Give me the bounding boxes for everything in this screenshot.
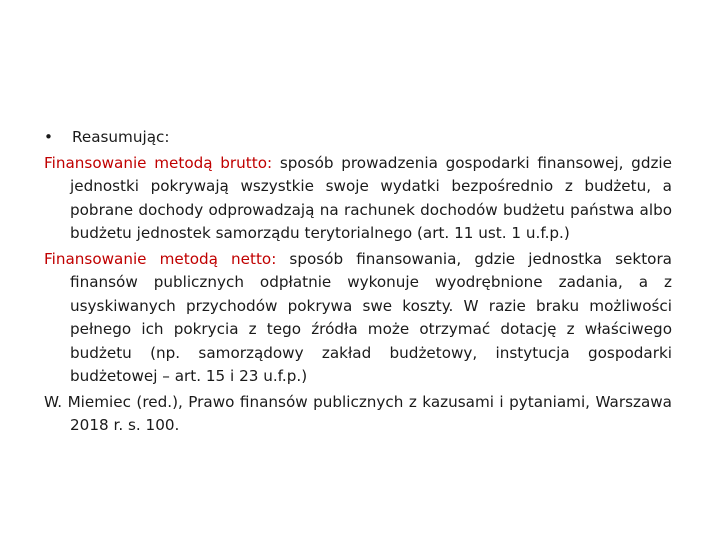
definition-net: [44, 248, 672, 389]
definition-net-text: sposób finansowania, gdzie jednostka sektora finansów publicznych odpłatnie wykonuje wyodrębnione zadania, a z usyskiwanych przychodów pokrywa swe koszty. W razie braku możliwości pełnego ich pokrycia z tego źródła może otrzymać dotację z właściwego budżetu (np. samorządowy zakład budżetowy, instytucja gospodarki budżetowej – art. 15 i 23 u.f.p.): [70, 249, 672, 385]
definition-net-term: Finansowanie metodą netto:: [44, 249, 277, 268]
definition-gross: [44, 152, 672, 246]
citation: W. Miemiec (red.), Prawo finansów publicznych z kazusami i pytaniami, Warszawa 2018 r. s. 100.: [44, 392, 672, 434]
definition-gross-text: sposób prowadzenia gospodarki finansowej, gdzie jednostki pokrywają wszystkie swoje wydatki bezpośrednio z budżetu, a pobrane dochody odprowadzają na rachunek dochodów budżetu państwa albo budżetu jednostek samorządu terytorialnego (art. 11 ust. 1 u.f.p.): [70, 153, 672, 242]
summary-bullet: [44, 126, 672, 150]
summary-heading: Reasumując:: [72, 128, 170, 146]
slide-content: [44, 126, 672, 440]
bullet-dot-icon: •: [44, 128, 53, 146]
definition-gross-term: Finansowanie metodą brutto:: [44, 153, 273, 172]
